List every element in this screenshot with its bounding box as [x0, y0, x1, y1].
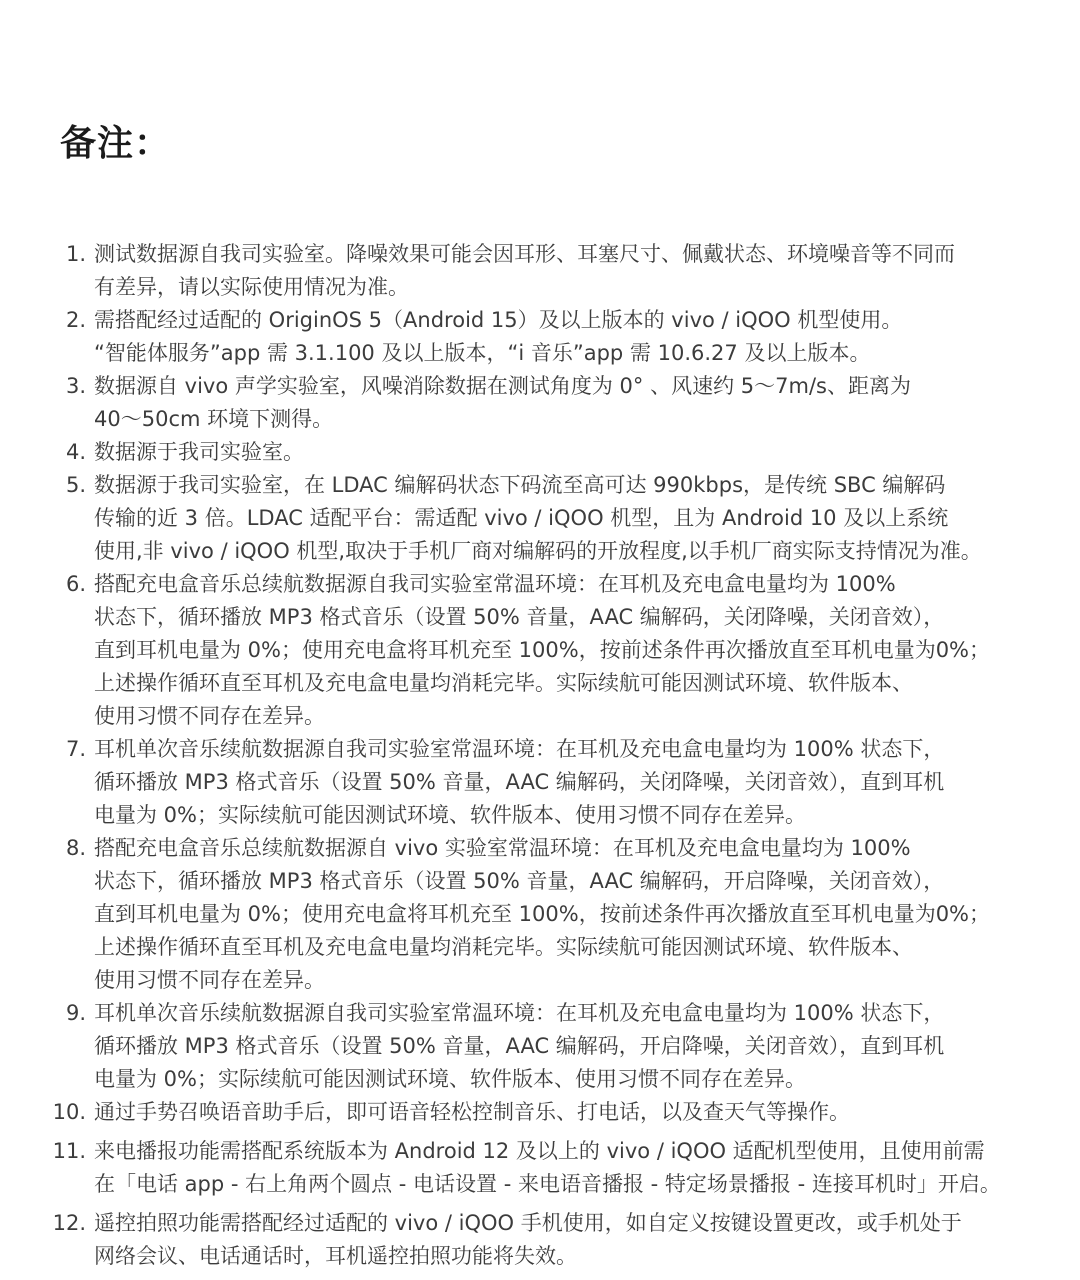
note-number: 7.	[65, 737, 86, 761]
note-text-line: 电量为 0%；实际续航可能因测试环境、软件版本、使用习惯不同存在差异。	[94, 803, 806, 827]
note-item	[0, 832, 1080, 997]
note-text-line: 耳机单次音乐续航数据源自我司实验室常温环境：在耳机及充电盒电量均为 100% 状态下，	[94, 737, 945, 761]
note-text-line: 网络会议、电话通话时，耳机遥控拍照功能将失效。	[94, 1244, 577, 1268]
note-text-line: 循环播放 MP3 格式音乐（设置 50% 音量，AAC 编解码，开启降噪，关闭音效），直到耳机	[94, 1034, 945, 1058]
note-text-line: “智能体服务”app 需 3.1.100 及以上版本，“i 音乐”app 需 10.6.27 及以上版本。	[94, 341, 871, 365]
note-text-line: 来电播报功能需搭配系统版本为 Android 12 及以上的 vivo / iQOO 适配机型使用，且使用前需	[94, 1139, 985, 1163]
note-item	[0, 370, 1080, 436]
note-item	[0, 304, 1080, 370]
note-number: 11.	[52, 1139, 86, 1163]
note-text-line: 通过手势召唤语音助手后，即可语音轻松控制音乐、打电话，以及查天气等操作。	[94, 1100, 850, 1124]
note-text-line: 有差异，请以实际使用情况为准。	[94, 275, 409, 299]
note-number: 8.	[65, 836, 86, 860]
notes-heading: 备注：	[60, 123, 172, 164]
note-number: 6.	[65, 572, 86, 596]
note-text-line: 循环播放 MP3 格式音乐（设置 50% 音量，AAC 编解码，关闭降噪，关闭音效），直到耳机	[94, 770, 945, 794]
note-number: 12.	[52, 1211, 86, 1235]
note-item	[0, 1135, 1080, 1201]
note-item	[0, 1096, 1080, 1129]
note-item	[0, 238, 1080, 304]
note-text-line: 传输的近 3 倍。LDAC 适配平台：需适配 vivo / iQOO 机型，且为 Android 10 及以上系统	[94, 506, 949, 530]
note-number: 3.	[65, 374, 86, 398]
note-text-line: 状态下，循环播放 MP3 格式音乐（设置 50% 音量，AAC 编解码，关闭降噪，关闭音效），	[94, 605, 945, 629]
note-text-line: 测试数据源自我司实验室。降噪效果可能会因耳形、耳塞尺寸、佩戴状态、环境噪音等不同而	[94, 242, 955, 266]
note-item	[0, 1207, 1080, 1273]
note-text-line: 上述操作循环直至耳机及充电盒电量均消耗完毕。实际续航可能因测试环境、软件版本、	[94, 935, 913, 959]
notes-list	[0, 238, 1080, 1273]
note-text-line: 耳机单次音乐续航数据源自我司实验室常温环境：在耳机及充电盒电量均为 100% 状态下，	[94, 1001, 945, 1025]
note-text-line: 直到耳机电量为 0%；使用充电盒将耳机充至 100%，按前述条件再次播放直至耳机电量为0%；	[94, 638, 991, 662]
note-text-line: 在「电话 app - 右上角两个圆点 - 电话设置 - 来电语音播报 - 特定场景播报 - 连接耳机时」开启。	[94, 1172, 1001, 1196]
note-text-line: 数据源于我司实验室。	[94, 440, 304, 464]
note-number: 2.	[65, 308, 86, 332]
note-text-line: 40～50cm 环境下测得。	[94, 407, 334, 431]
note-text-line: 状态下，循环播放 MP3 格式音乐（设置 50% 音量，AAC 编解码，开启降噪，关闭音效），	[94, 869, 945, 893]
note-text-line: 使用,非 vivo / iQOO 机型,取决于手机厂商对编解码的开放程度,以手机厂商实际支持情况为准。	[94, 539, 982, 563]
note-text-line: 需搭配经过适配的 OriginOS 5（Android 15）及以上版本的 vivo / iQOO 机型使用。	[94, 308, 903, 332]
note-text-line: 数据源于我司实验室，在 LDAC 编解码状态下码流至高可达 990kbps，是传统 SBC 编解码	[94, 473, 946, 497]
note-text-line: 直到耳机电量为 0%；使用充电盒将耳机充至 100%，按前述条件再次播放直至耳机电量为0%；	[94, 902, 991, 926]
note-text-line: 搭配充电盒音乐总续航数据源自 vivo 实验室常温环境：在耳机及充电盒电量均为 100%	[94, 836, 911, 860]
note-item	[0, 436, 1080, 469]
note-text-line: 上述操作循环直至耳机及充电盒电量均消耗完毕。实际续航可能因测试环境、软件版本、	[94, 671, 913, 695]
note-text-line: 搭配充电盒音乐总续航数据源自我司实验室常温环境：在耳机及充电盒电量均为 100%	[94, 572, 896, 596]
note-text-line: 数据源自 vivo 声学实验室，风噪消除数据在测试角度为 0° 、风速约 5～7m/s、距离为	[94, 374, 911, 398]
note-text-line: 遥控拍照功能需搭配经过适配的 vivo / iQOO 手机使用，如自定义按键设置更改，或手机处于	[94, 1211, 962, 1235]
note-item	[0, 733, 1080, 832]
note-text-line: 使用习惯不同存在差异。	[94, 968, 325, 992]
note-item	[0, 997, 1080, 1096]
note-number: 10.	[52, 1100, 86, 1124]
note-number: 9.	[65, 1001, 86, 1025]
note-number: 5.	[65, 473, 86, 497]
note-number: 4.	[65, 440, 86, 464]
note-text-line: 电量为 0%；实际续航可能因测试环境、软件版本、使用习惯不同存在差异。	[94, 1067, 806, 1091]
note-item	[0, 568, 1080, 733]
note-number: 1.	[65, 242, 86, 266]
note-item	[0, 469, 1080, 568]
note-text-line: 使用习惯不同存在差异。	[94, 704, 325, 728]
